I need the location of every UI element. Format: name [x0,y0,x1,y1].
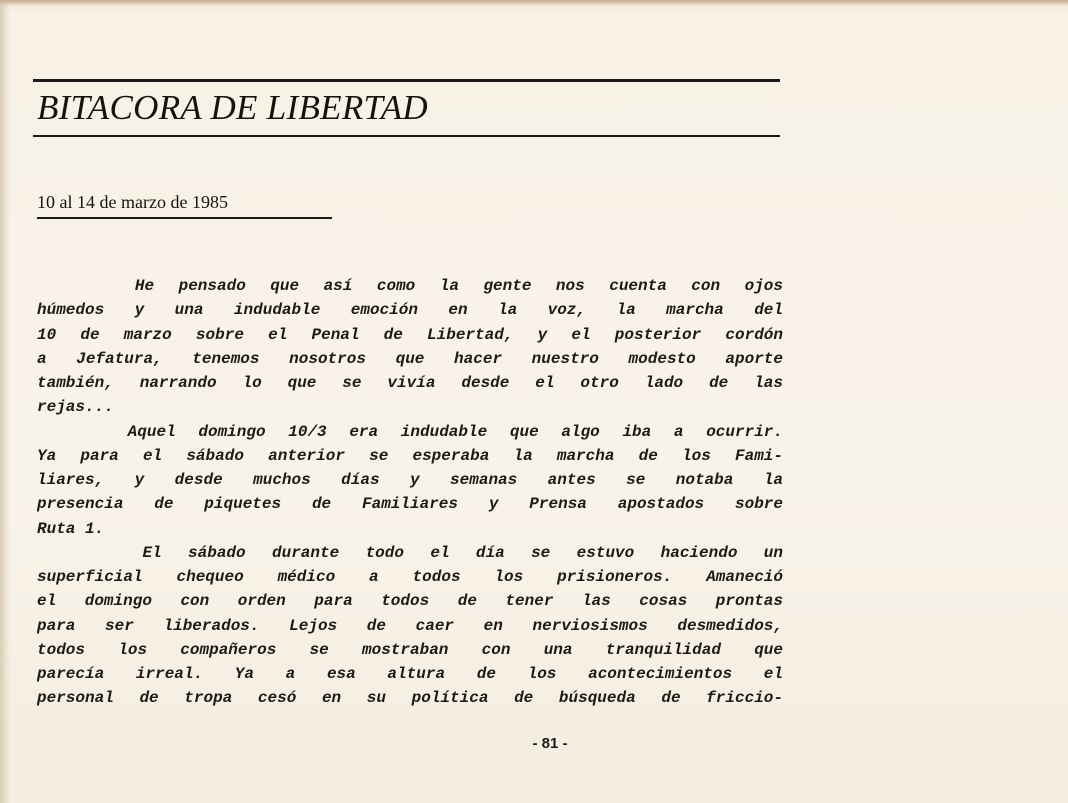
page-top-edge [0,0,1068,6]
text-line: El sábado durante todo el día se estuvo haciendo un [37,543,783,562]
text-line: rejas... [37,398,114,417]
text-line: todos los compañeros se mostraban con una tranquilidad que [37,640,783,659]
title-top-rule [33,79,780,82]
entry-date: 10 al 14 de marzo de 1985 [37,192,228,212]
date-underline [37,217,332,219]
text-line: el domingo con orden para todos de tener las cosas prontas [37,592,783,611]
text-line: liares, y desde muchos días y semanas antes se notaba la [37,471,783,489]
text-line: He pensado que así como la gente nos cuenta con ojos [37,277,783,295]
text-line: Aquel domingo 10/3 era indudable que algo iba a ocurrir. [37,422,783,441]
page-left-edge-shadow [0,0,10,803]
text-line: personal de tropa cesó en su política de búsqueda de friccio- [37,689,783,708]
page-number: - 81 - [532,735,568,752]
title-bottom-rule [33,135,780,137]
text-line: húmedos y una indudable emoción en la voz, la marcha del [37,301,783,320]
text-line: Ruta 1. [37,519,105,538]
text-line: a Jefatura, tenemos nosotros que hacer nuestro modesto aporte [37,349,783,368]
text-line: presencia de piquetes de Familiares y Prensa apostados sobre [37,495,783,514]
text-line: 10 de marzo sobre el Penal de Libertad, y el posterior cordón [37,325,783,344]
text-line: superficial chequeo médico a todos los prisioneros. Amaneció [37,568,783,586]
text-line: parecía irreal. Ya a esa altura de los acontecimientos el [37,665,783,683]
chapter-title: BITACORA DE LIBERTAD [37,88,428,127]
body-text [37,274,783,711]
text-line: Ya para el sábado anterior se esperaba la marcha de los Fami- [37,446,783,465]
text-line: para ser liberados. Lejos de caer en nerviosismos desmedidos, [37,616,783,635]
text-line: también, narrando lo que se vivía desde el otro lado de las [37,374,783,392]
